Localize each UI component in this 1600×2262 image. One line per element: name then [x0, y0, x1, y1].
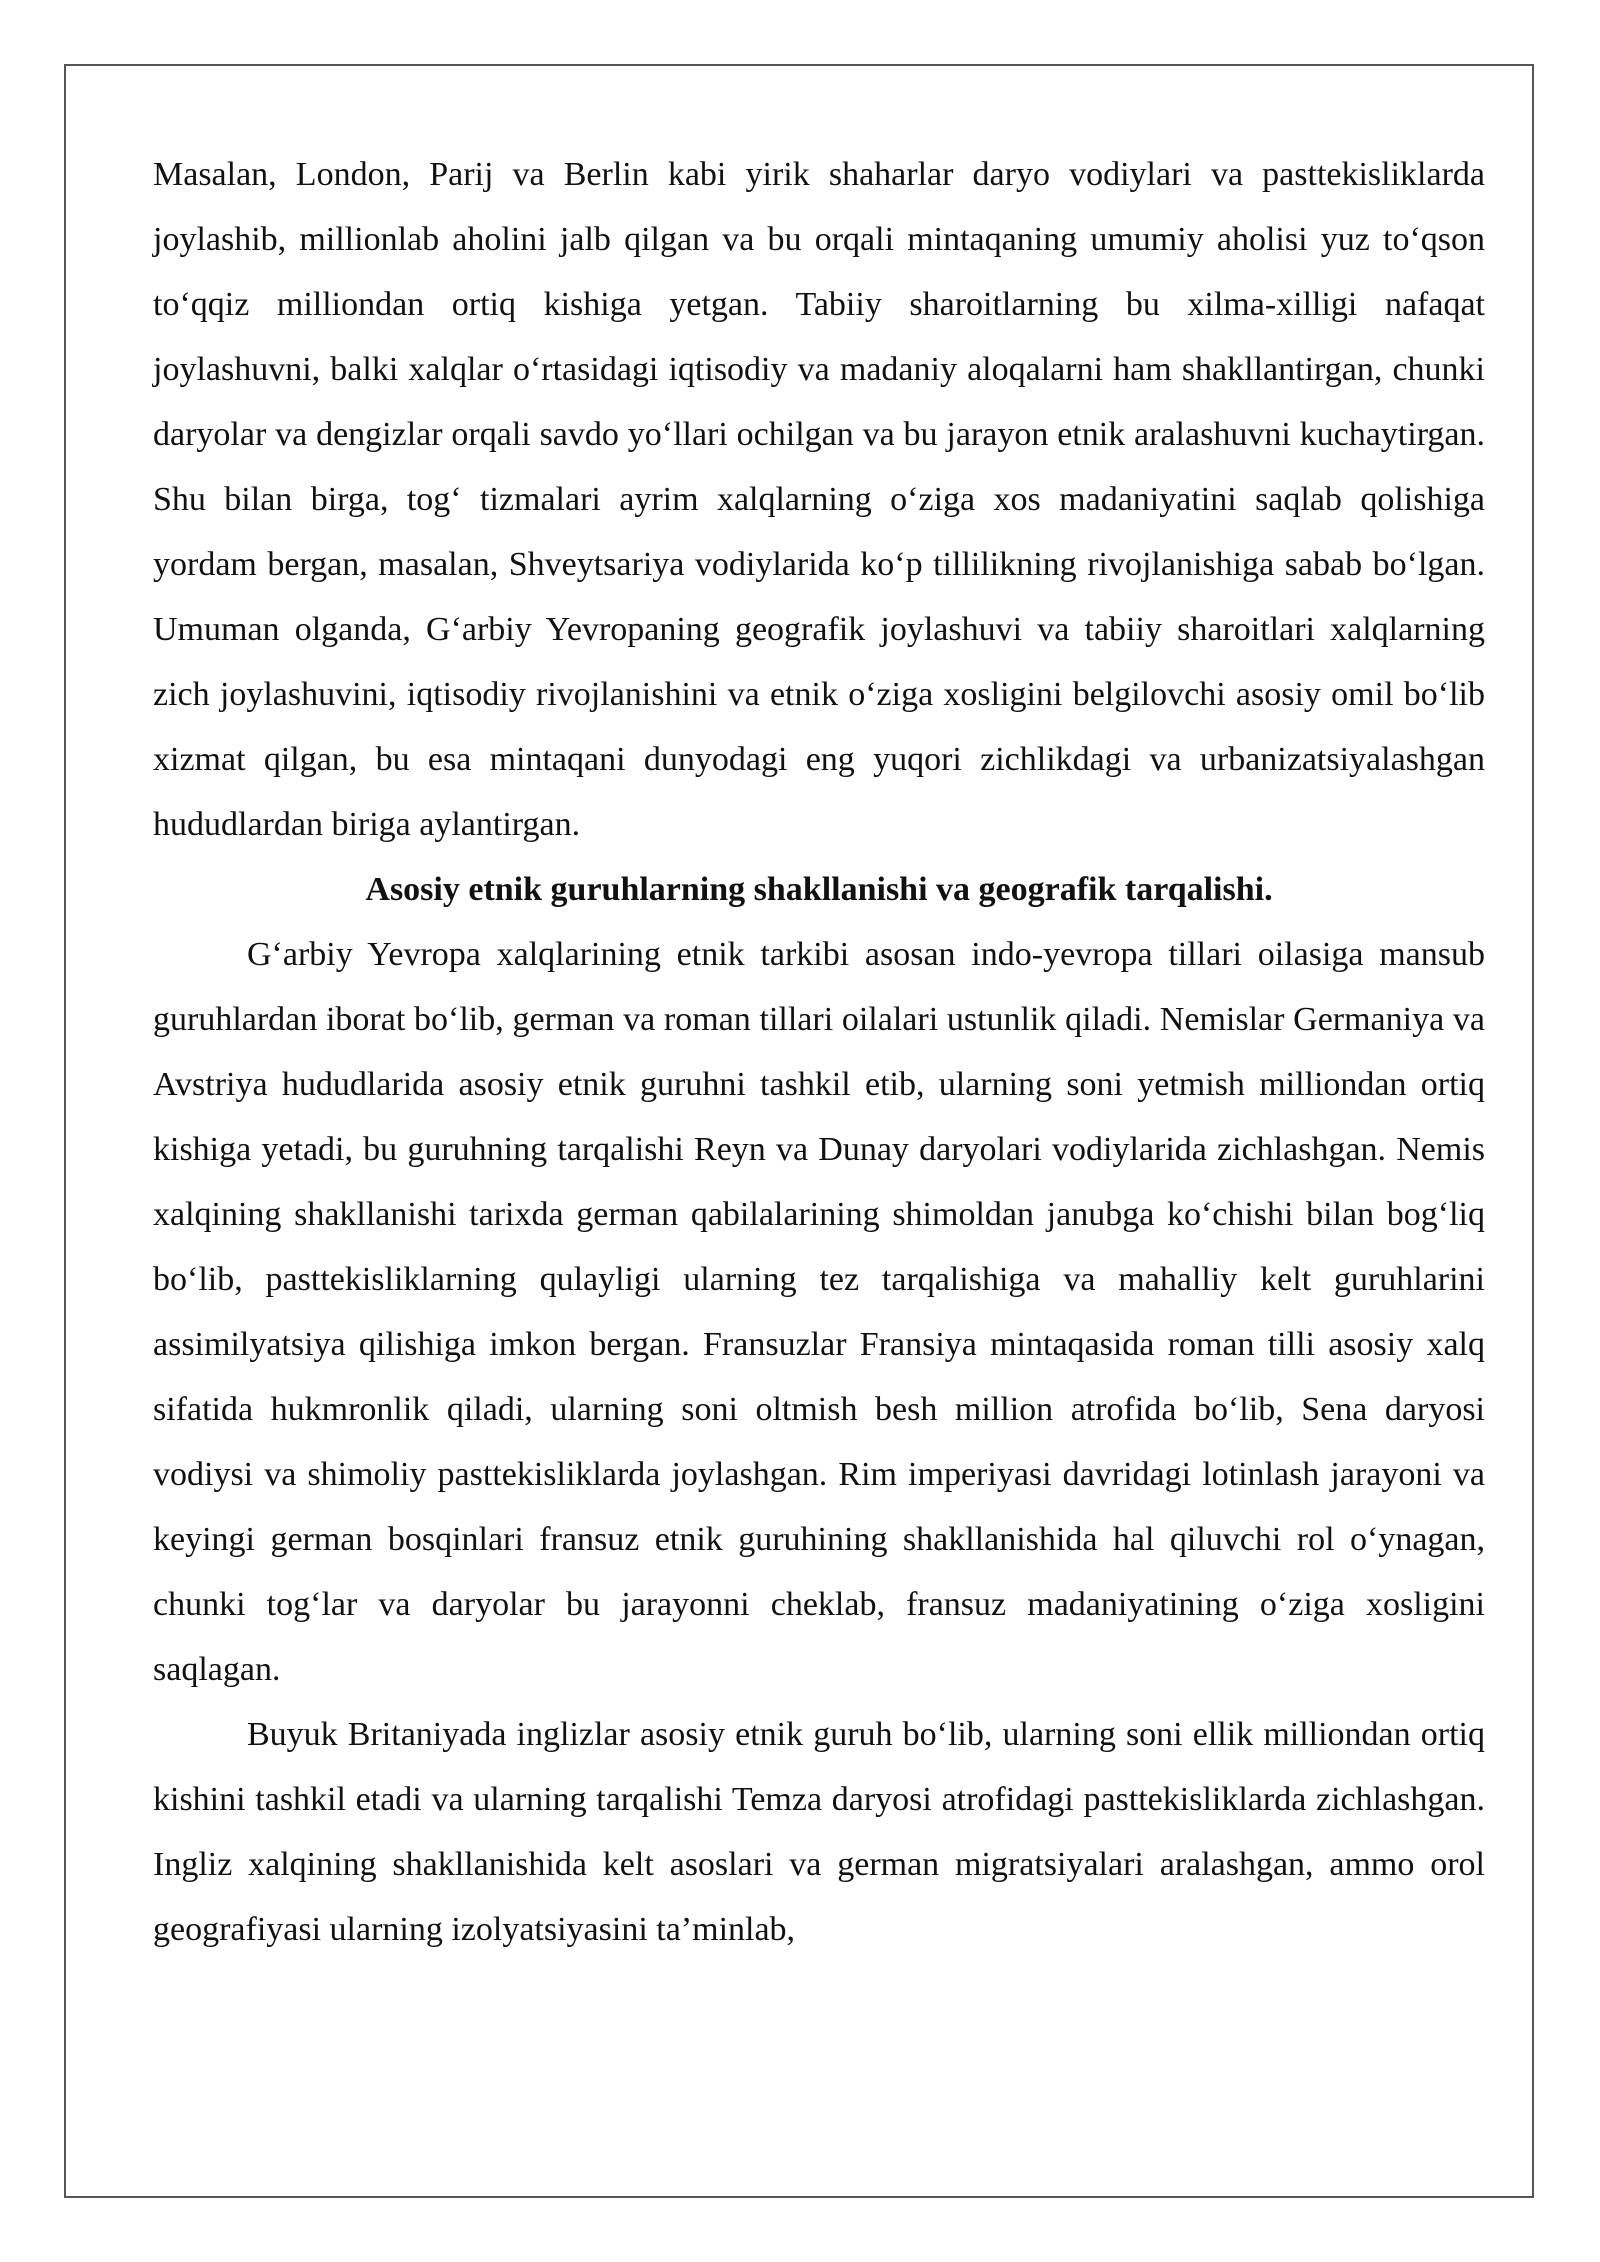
paragraph: Buyuk Britaniyada inglizlar asosiy etnik guruh bo‘lib, ularning soni ellik milliondan ortiq kishini tashkil etadi va ularning tarqalishi Temza daryosi atrofidagi pasttekisliklarda zichlashgan. Ingliz xalqining shakllanishida kelt asoslari va german migratsiyalari aralashgan, ammo orol geografiyasi ularning izolyatsiyasini ta’minlab, [153, 1716, 1485, 1948]
paragraph: G‘arbiy Yevropa xalqlarining etnik tarkibi asosan indo-yevropa tillari oilasiga mansub guruhlardan iborat bo‘lib, german va roman tillari oilalari ustunlik qiladi. Nemislar Germaniya va Avstriya hududlarida asosiy etnik guruhni tashkil etib, ularning soni yetmish milliondan ortiq kishiga yetadi, bu guruhning tarqalishi Reyn va Dunay daryolari vodiylarida zichlashgan. Nemis xalqining shakllanishi tarixda german qabilalarining shimoldan janubga ko‘chishi bilan bog‘liq bo‘lib, pasttekisliklarning qulayligi ularning tez tarqalishiga va mahalliy kelt guruhlarini assimilyatsiya qilishiga imkon bergan. Fransuzlar Fransiya mintaqasida roman tilli asosiy xalq sifatida hukmronlik qiladi, ularning soni oltmish besh million atrofida bo‘lib, Sena daryosi vodiysi va shimoliy pasttekisliklarda joylashgan. Rim imperiyasi davridagi lotinlash jarayoni va keyingi german bosqinlari fransuz etnik guruhining shakllanishida hal qiluvchi rol o‘ynagan, chunki tog‘lar va daryolar bu jarayonni cheklab, fransuz madaniyatining o‘ziga xosligini saqlagan. [153, 936, 1485, 1688]
document-body [153, 142, 1485, 1962]
paragraph-continuation: Masalan, London, Parij va Berlin kabi yirik shaharlar daryo vodiylari va pasttekisliklarda joylashib, millionlab aholini jalb qilgan va bu orqali mintaqaning umumiy aholisi yuz to‘qson to‘qqiz milliondan ortiq kishiga yetgan. Tabiiy sharoitlarning bu xilma-xilligi nafaqat joylashuvni, balki xalqlar o‘rtasidagi iqtisodiy va madaniy aloqalarni ham shakllantirgan, chunki daryolar va dengizlar orqali savdo yo‘llari ochilgan va bu jarayon etnik aralashuvni kuchaytirgan. Shu bilan birga, tog‘ tizmalari ayrim xalqlarning o‘ziga xos madaniyatini saqlab qolishiga yordam bergan, masalan, Shveytsariya vodiylarida ko‘p tillilikning rivojlanishiga sabab bo‘lgan. Umuman olganda, G‘arbiy Yevropaning geografik joylashuvi va tabiiy sharoitlari xalqlarning zich joylashuvini, iqtisodiy rivojlanishini va etnik o‘ziga xosligini belgilovchi asosiy omil bo‘lib xizmat qilgan, bu esa mintaqani dunyodagi eng yuqori zichlikdagi va urbanizatsiyalashgan hududlardan biriga aylantirgan. [153, 156, 1485, 843]
section-heading: Asosiy etnik guruhlarning shakllanishi va geografik tarqalishi. [365, 871, 1273, 908]
